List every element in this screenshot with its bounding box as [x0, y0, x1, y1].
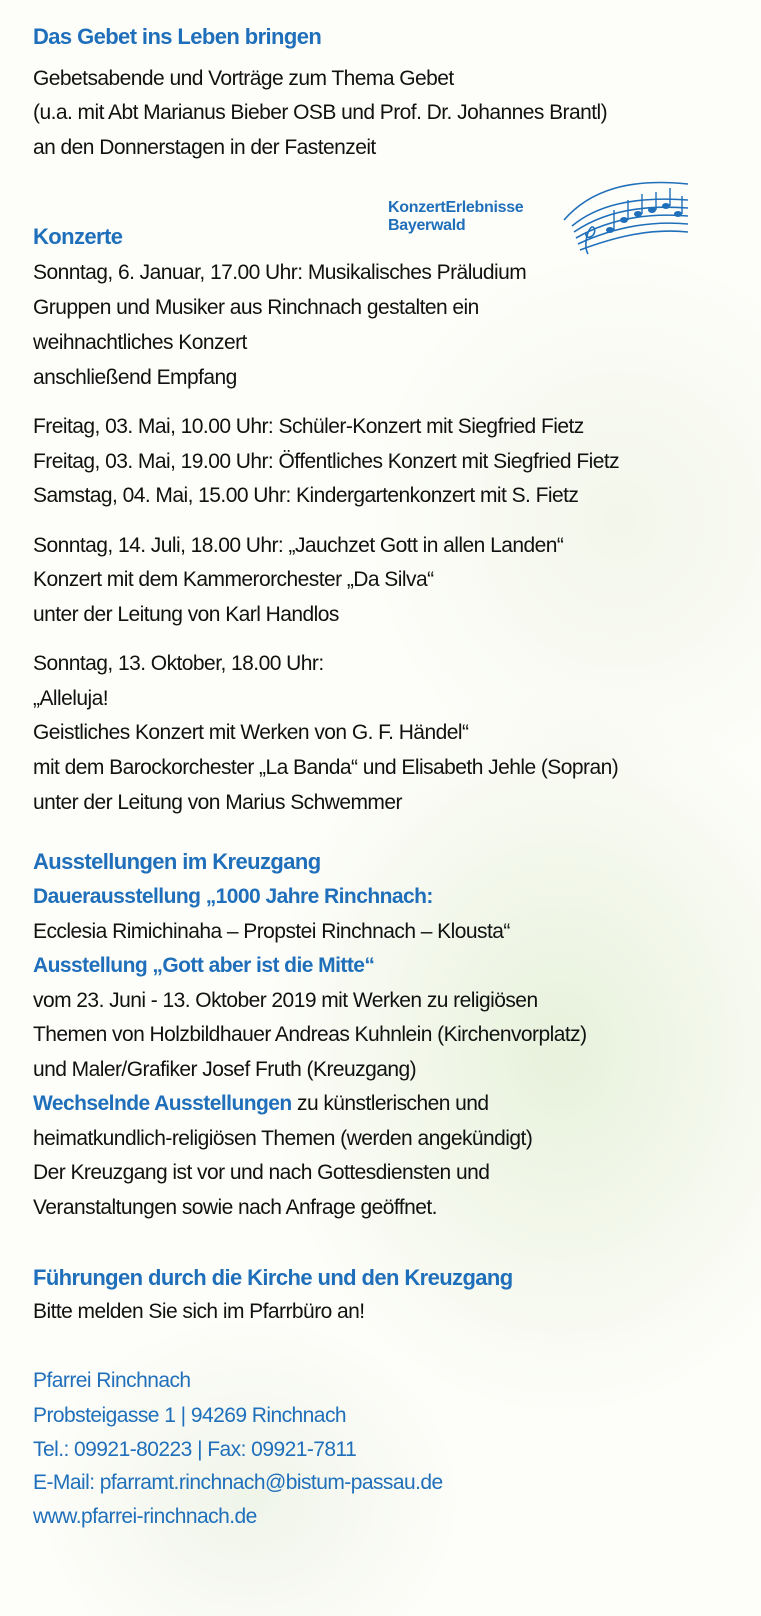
konzert-line: Freitag, 03. Mai, 10.00 Uhr: Schüler-Konzert mit Siegfried Fietz [33, 415, 584, 438]
fuehrungen-text: Bitte melden Sie sich im Pfarrbüro an! [33, 1300, 365, 1323]
ausstellung-line: und Maler/Grafiker Josef Fruth (Kreuzgang) [33, 1058, 417, 1081]
section-heading-fuehrungen: Führungen durch die Kirche und den Kreuzgang [33, 1265, 513, 1290]
logo-line1: KonzertErlebnisse [388, 199, 524, 216]
wechsel-line: Veranstaltungen sowie nach Anfrage geöffnet. [33, 1196, 437, 1219]
ausstellung-line: vom 23. Juni - 13. Oktober 2019 mit Werken zu religiösen [33, 989, 538, 1012]
contact-name: Pfarrei Rinchnach [33, 1369, 191, 1392]
konzert-line: Konzert mit dem Kammerorchester „Da Silva“ [33, 568, 434, 591]
contact-phone: Tel.: 09921-80223 | Fax: 09921-7811 [33, 1438, 357, 1461]
konzert-line: unter der Leitung von Karl Handlos [33, 603, 339, 626]
contact-address: Probsteigasse 1 | 94269 Rinchnach [33, 1404, 347, 1427]
konzert-line: Geistliches Konzert mit Werken von G. F. Händel“ [33, 721, 469, 744]
wechsel-line: heimatkundlich-religiösen Themen (werden angekündigt) [33, 1127, 533, 1150]
gebet-line: (u.a. mit Abt Marianus Bieber OSB und Prof. Dr. Johannes Brantl) [33, 101, 608, 124]
dauerausstellung-text: Ecclesia Rimichinaha – Propstei Rinchnach – Klousta“ [33, 920, 510, 943]
contact-website[interactable]: www.pfarrei-rinchnach.de [33, 1505, 257, 1528]
dauerausstellung-title: Dauerausstellung „1000 Jahre Rinchnach: [33, 885, 433, 908]
konzert-line: anschließend Empfang [33, 366, 237, 389]
ausstellung-title: Ausstellung „Gott aber ist die Mitte“ [33, 954, 375, 977]
logo-text [388, 198, 523, 236]
konzert-line: Sonntag, 6. Januar, 17.00 Uhr: Musikalisches Präludium [33, 261, 527, 284]
konzert-line: Gruppen und Musiker aus Rinchnach gestalten ein [33, 296, 479, 319]
contact-email[interactable]: E-Mail: pfarramt.rinchnach@bistum-passau.de [33, 1471, 443, 1494]
konzert-line: mit dem Barockorchester „La Banda“ und Elisabeth Jehle (Sopran) [33, 756, 619, 779]
wechselnde-ausstellungen-line [33, 1093, 489, 1114]
konzert-line: unter der Leitung von Marius Schwemmer [33, 791, 402, 814]
section-heading-ausstellungen: Ausstellungen im Kreuzgang [33, 849, 321, 874]
konzert-line: weihnachtliches Konzert [33, 331, 247, 354]
wechselnde-ausstellungen-title: Wechselnde Ausstellungen [33, 1092, 292, 1115]
konzert-line: „Alleluja! [33, 687, 109, 710]
ausstellung-line: Themen von Holzbildhauer Andreas Kuhnlein (Kirchenvorplatz) [33, 1023, 587, 1046]
konzerterlebnisse-logo [388, 170, 700, 260]
section-heading-gebet: Das Gebet ins Leben bringen [33, 24, 322, 49]
wechsel-line: Der Kreuzgang ist vor und nach Gottesdiensten und [33, 1161, 490, 1184]
gebet-line: an den Donnerstagen in der Fastenzeit [33, 136, 376, 159]
konzert-line: Freitag, 03. Mai, 19.00 Uhr: Öffentliches Konzert mit Siegfried Fietz [33, 450, 620, 473]
music-staff-icon [560, 170, 695, 258]
section-heading-konzerte: Konzerte [33, 224, 123, 249]
gebet-line: Gebetsabende und Vorträge zum Thema Gebet [33, 67, 454, 90]
wechselnde-ausstellungen-rest: zu künstlerischen und [291, 1092, 489, 1115]
konzert-line: Samstag, 04. Mai, 15.00 Uhr: Kindergartenkonzert mit S. Fietz [33, 484, 579, 507]
konzert-line: Sonntag, 14. Juli, 18.00 Uhr: „Jauchzet Gott in allen Landen“ [33, 534, 564, 557]
logo-line2: Bayerwald [388, 217, 466, 234]
konzert-line: Sonntag, 13. Oktober, 18.00 Uhr: [33, 652, 324, 675]
